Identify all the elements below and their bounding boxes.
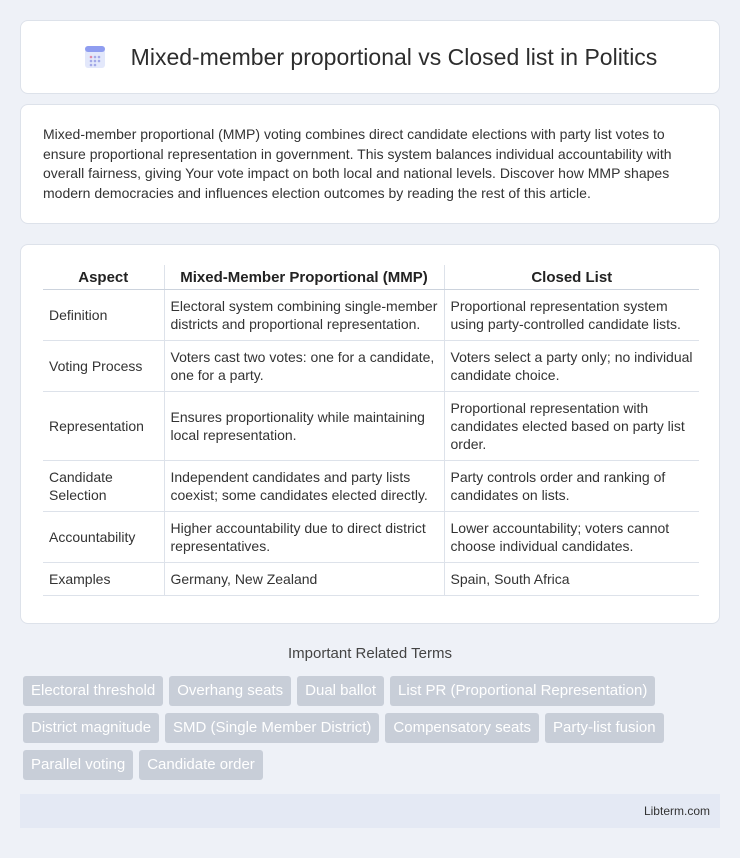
column-header-aspect: Aspect <box>43 265 164 290</box>
row-aspect: Candidate Selection <box>43 461 164 512</box>
row-closed-list: Party controls order and ranking of candidates on lists. <box>444 461 699 512</box>
related-term-tag[interactable]: Dual ballot <box>297 676 384 706</box>
comparison-table <box>43 265 699 596</box>
related-term-tag[interactable]: Party-list fusion <box>545 713 664 743</box>
intro-text: Mixed-member proportional (MMP) voting combines direct candidate elections with party list votes to ensure proportional representation in government. This system balances individual accountability with overall fairness, giving Your vote impact on both local and national levels. Discover how MMP shapes modern democracies and influences election outcomes by reading the rest of this article. <box>43 126 672 201</box>
title-card <box>20 20 720 94</box>
footer <box>20 794 720 828</box>
footer-brand[interactable]: Libterm.com <box>643 804 710 818</box>
column-header-mmp: Mixed-Member Proportional (MMP) <box>164 265 444 290</box>
table-row <box>43 512 699 563</box>
table-row <box>43 392 699 461</box>
related-terms-list <box>23 676 723 787</box>
table-row <box>43 341 699 392</box>
row-mmp: Voters cast two votes: one for a candidate, one for a party. <box>164 341 444 392</box>
related-term-tag[interactable]: Candidate order <box>139 750 263 780</box>
page-title: Mixed-member proportional vs Closed list in Politics <box>130 43 658 70</box>
comparison-table-card <box>20 244 720 624</box>
row-mmp: Ensures proportionality while maintaining local representation. <box>164 392 444 461</box>
table-row <box>43 461 699 512</box>
row-closed-list: Lower accountability; voters cannot choose individual candidates. <box>444 512 699 563</box>
related-term-tag[interactable]: Compensatory seats <box>385 713 539 743</box>
row-aspect: Representation <box>43 392 164 461</box>
related-term-tag[interactable]: Overhang seats <box>169 676 291 706</box>
table-row <box>43 290 699 341</box>
row-closed-list: Voters select a party only; no individual candidate choice. <box>444 341 699 392</box>
row-aspect: Accountability <box>43 512 164 563</box>
related-term-tag[interactable]: List PR (Proportional Representation) <box>390 676 655 706</box>
related-term-tag[interactable]: Parallel voting <box>23 750 133 780</box>
intro-card <box>20 104 720 224</box>
row-mmp: Independent candidates and party lists coexist; some candidates elected directly. <box>164 461 444 512</box>
related-terms-title: Important Related Terms <box>288 645 452 662</box>
document-icon <box>83 44 107 70</box>
table-row <box>43 563 699 596</box>
row-mmp: Germany, New Zealand <box>164 563 444 596</box>
column-header-closed-list: Closed List <box>444 265 699 290</box>
table-header-row <box>43 265 699 290</box>
row-aspect: Voting Process <box>43 341 164 392</box>
row-mmp: Higher accountability due to direct district representatives. <box>164 512 444 563</box>
row-closed-list: Spain, South Africa <box>444 563 699 596</box>
related-term-tag[interactable]: SMD (Single Member District) <box>165 713 379 743</box>
row-closed-list: Proportional representation with candidates elected based on party list order. <box>444 392 699 461</box>
row-aspect: Definition <box>43 290 164 341</box>
row-mmp: Electoral system combining single-member districts and proportional representation. <box>164 290 444 341</box>
row-closed-list: Proportional representation system using party-controlled candidate lists. <box>444 290 699 341</box>
related-term-tag[interactable]: District magnitude <box>23 713 159 743</box>
row-aspect: Examples <box>43 563 164 596</box>
related-term-tag[interactable]: Electoral threshold <box>23 676 163 706</box>
